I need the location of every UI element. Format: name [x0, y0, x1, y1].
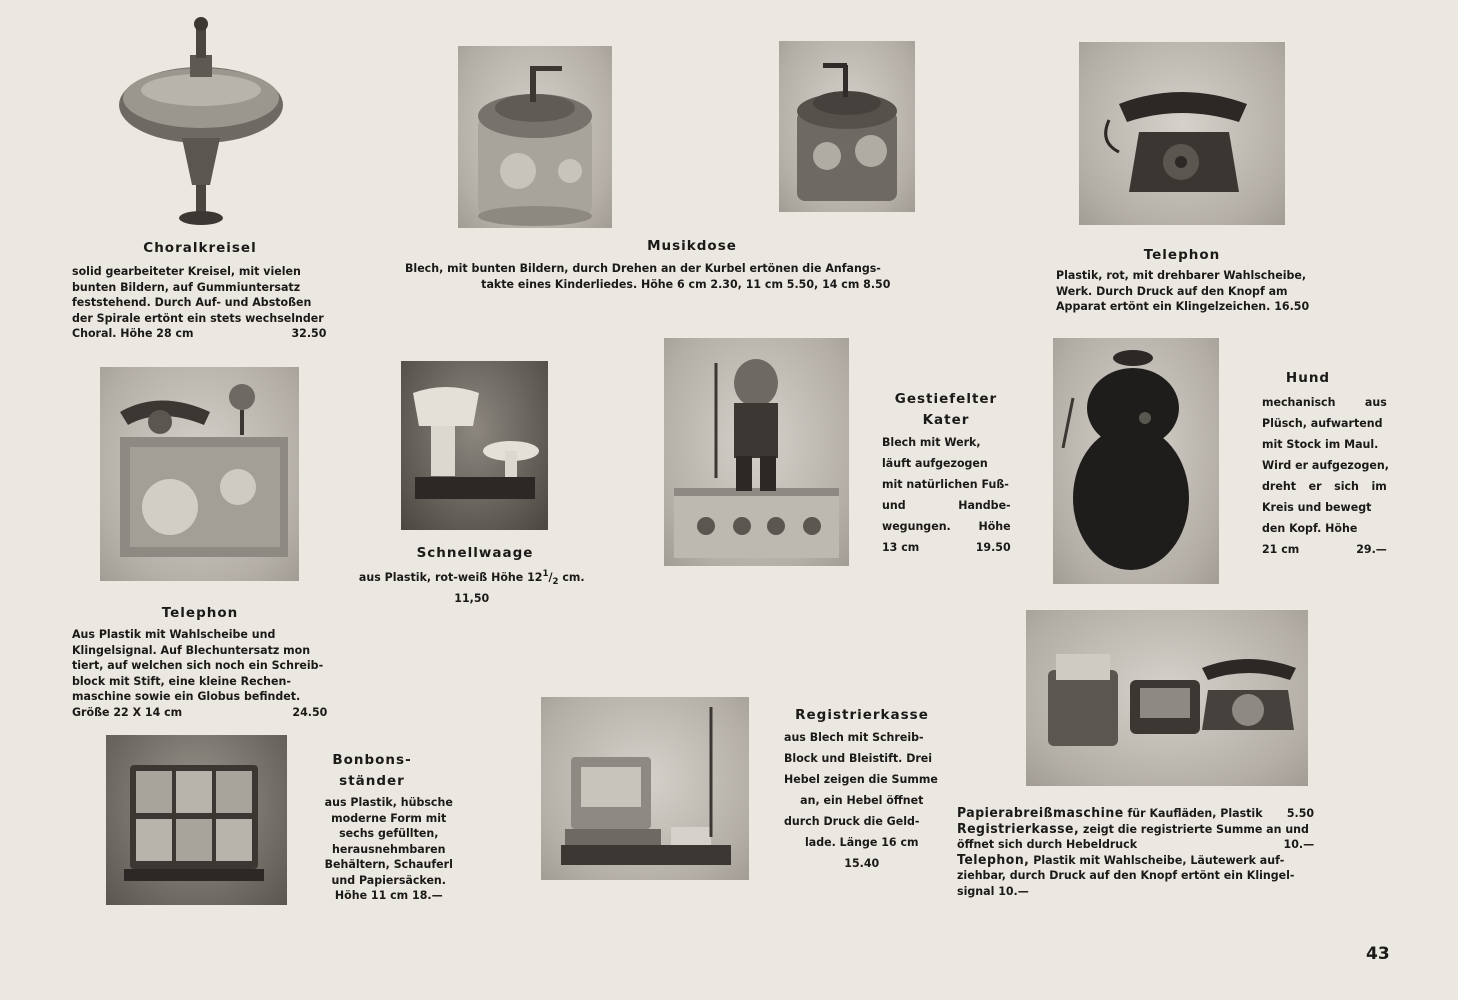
musikdose-line-1: Blech, mit bunten Bildern, durch Drehen an der Kurbel ertönen die Anfangs-	[405, 261, 881, 275]
hund-title: Hund	[1285, 370, 1331, 386]
telephon-desk-line-3: tiert, auf welchen sich noch ein Schreib-	[72, 658, 324, 672]
bonbon-line-5: Behältern, Schauferl	[324, 857, 453, 871]
set-registrierkasse-label: Registrierkasse,	[957, 821, 1080, 837]
registrierkasse-line-1: aus Blech mit Schreib-	[784, 730, 924, 744]
hund-line-1: mechanisch aus	[1262, 395, 1387, 409]
hund-line-7: den Kopf. Höhe	[1262, 521, 1358, 535]
bonbon-line-7: Höhe 11 cm 18.—	[334, 888, 443, 902]
set-telephon-label: Telephon,	[957, 852, 1030, 868]
set-row-3	[957, 837, 1360, 853]
choralkreisel-line-3: feststehend. Durch Auf- und Abstoßen	[72, 295, 312, 309]
schnellwaage-image	[401, 361, 548, 530]
kater-title-line-2: Kater	[922, 412, 970, 428]
hund-line-6: Kreis und bewegt	[1262, 500, 1372, 514]
choralkreisel-last-line	[72, 326, 326, 342]
registrierkasse-line-6: lade. Länge 16 cm	[805, 835, 919, 849]
registrierkasse-line-7: 15.40	[844, 856, 880, 870]
telephon-desk-line-2: Klingelsignal. Auf Blechuntersatz mon	[72, 642, 311, 657]
set-image	[1026, 610, 1308, 786]
kater-description	[882, 432, 1011, 558]
set-row-6: signal 10.—	[957, 883, 1029, 898]
hund-image	[1053, 338, 1219, 584]
page-number: 43	[1366, 944, 1390, 964]
telephon-red-description	[1056, 268, 1313, 315]
telephon-desk-last-line	[72, 705, 327, 721]
schnellwaage-fraction-num: 1	[542, 569, 549, 579]
telephon-red-line-2: Werk. Durch Druck auf den Knopf am	[1056, 283, 1288, 298]
telephon-desk-price: 24.50	[292, 704, 328, 719]
hund-last-line	[1262, 539, 1387, 560]
telephon-red-image	[1079, 42, 1285, 225]
musikdose-title: Musikdose	[647, 238, 737, 254]
set-papierabreiss-label: Papierabreißmaschine	[957, 806, 1124, 821]
kater-line-4: und Handbe-	[882, 498, 1011, 512]
bonbon-description	[323, 795, 455, 904]
set-row-1-left	[957, 806, 1263, 822]
schnellwaage-description	[346, 567, 598, 606]
musikdose-large-image	[458, 46, 612, 228]
telephon-red-line-3: Apparat ertönt ein Klingelzeichen. 16.50	[1056, 299, 1310, 313]
set-row-2	[957, 822, 1360, 838]
telephon-desk-title: Telephon	[161, 605, 239, 621]
kater-title-line-1: Gestiefelter	[894, 391, 998, 407]
set-row-1-price: 5.50	[1286, 806, 1315, 820]
set-row-4-text: Plastik mit Wahlscheibe, Läutewerk auf-	[1029, 852, 1285, 867]
hund-line-2: Plüsch, aufwartend	[1262, 416, 1383, 430]
hund-line-3: mit Stock im Maul.	[1262, 437, 1379, 451]
bonbon-title-line-1: Bonbons-	[332, 752, 412, 768]
bonbon-title-line-2: ständer	[339, 773, 405, 789]
schnellwaage-line-1-text: aus Plastik, rot-weiß Höhe 12	[358, 569, 543, 584]
telephon-desk-line-1: Aus Plastik mit Wahlscheibe und	[72, 627, 276, 641]
schnellwaage-line-1: aus Plastik, rot-weiß Höhe $12^1/_2$ cm.	[358, 569, 585, 588]
choralkreisel-line-4: der Spirale ertönt ein stets wechselnder	[72, 310, 324, 325]
telephon-desk-description	[72, 627, 327, 720]
schnellwaage-title: Schnellwaage	[416, 545, 534, 561]
choralkreisel-title: Choralkreisel	[143, 240, 257, 256]
schnellwaage-fraction-den: 2	[552, 577, 559, 588]
choralkreisel-price: 32.50	[291, 326, 327, 340]
set-row-1-text: für Kaufläden, Plastik	[1123, 806, 1263, 820]
set-row-2-text: zeigt die registrierte Summe an und	[1079, 821, 1309, 836]
bonbon-line-4: herausnehmbaren	[331, 841, 446, 856]
registrierkasse-line-5: durch Druck die Geld-	[784, 814, 920, 828]
hund-description	[1262, 392, 1387, 560]
telephon-red-title: Telephon	[1143, 247, 1221, 263]
kater-title	[866, 389, 1026, 431]
musikdose-description	[405, 261, 967, 292]
telephon-desk-line-5: maschine sowie ein Globus befindet.	[72, 689, 301, 703]
hund-size: 21 cm	[1262, 542, 1300, 556]
kater-price: 19.50	[975, 540, 1011, 554]
choralkreisel-image	[112, 10, 290, 232]
telephon-red-line-1: Plastik, rot, mit drehbarer Wahlscheibe,	[1056, 268, 1307, 282]
bonbon-title	[312, 750, 432, 792]
kater-line-5: wegungen. Höhe	[882, 519, 1011, 533]
bonbon-line-3: sechs gefüllten,	[339, 826, 439, 840]
musikdose-small-image	[779, 41, 915, 212]
hund-line-5: dreht er sich im	[1262, 479, 1387, 493]
bonbon-image	[106, 735, 287, 905]
telephon-desk-size: Größe 22 X 14 cm	[72, 704, 183, 719]
kater-line-3: mit natürlichen Fuß-	[882, 477, 1009, 491]
registrierkasse-image	[541, 697, 749, 880]
set-row-4	[957, 853, 1360, 869]
choralkreisel-line-2: bunten Bildern, auf Gummiuntersatz	[72, 279, 301, 294]
telephon-desk-line-4: block mit Stift, eine kleine Rechen-	[72, 673, 291, 688]
kater-last-line	[882, 537, 1011, 558]
set-row-3-price: 10.—	[1283, 837, 1315, 851]
set-row-3-text: öffnet sich durch Hebeldruck	[957, 837, 1138, 851]
choralkreisel-description	[72, 264, 326, 342]
bonbon-line-2: moderne Form mit	[331, 810, 447, 825]
registrierkasse-line-3: Hebel zeigen die Summe	[784, 772, 938, 786]
choralkreisel-line-1: solid gearbeiteter Kreisel, mit vielen	[72, 264, 301, 278]
bonbon-line-6: und Papiersäcken.	[331, 872, 446, 887]
kater-line-1: Blech mit Werk,	[882, 435, 981, 449]
set-description	[957, 806, 1360, 899]
registrierkasse-description	[784, 727, 940, 874]
hund-price: 29.—	[1356, 542, 1387, 556]
kater-line-2: läuft aufgezogen	[882, 456, 988, 470]
schnellwaage-line-1-end: cm.	[558, 569, 585, 584]
set-row-5: ziehbar, durch Druck auf den Knopf ertönt ein Klingel-	[957, 868, 1295, 882]
registrierkasse-line-2: Block und Bleistift. Drei	[784, 751, 933, 765]
kater-size: 13 cm	[882, 540, 920, 554]
musikdose-line-2: takte eines Kinderliedes. Höhe 6 cm 2.30, 11 cm 5.50, 14 cm 8.50	[481, 276, 891, 291]
registrierkasse-title: Registrierkasse	[795, 707, 929, 723]
telephon-desk-image	[100, 367, 299, 581]
schnellwaage-line-2: 11,50	[454, 590, 490, 605]
set-row-1	[957, 806, 1360, 822]
choralkreisel-size: Choral. Höhe 28 cm	[72, 326, 194, 340]
registrierkasse-line-4: an, ein Hebel öffnet	[800, 793, 924, 807]
hund-line-4: Wird er aufgezogen,	[1262, 458, 1389, 472]
bonbon-line-1: aus Plastik, hübsche	[324, 795, 453, 809]
kater-image	[664, 338, 849, 566]
